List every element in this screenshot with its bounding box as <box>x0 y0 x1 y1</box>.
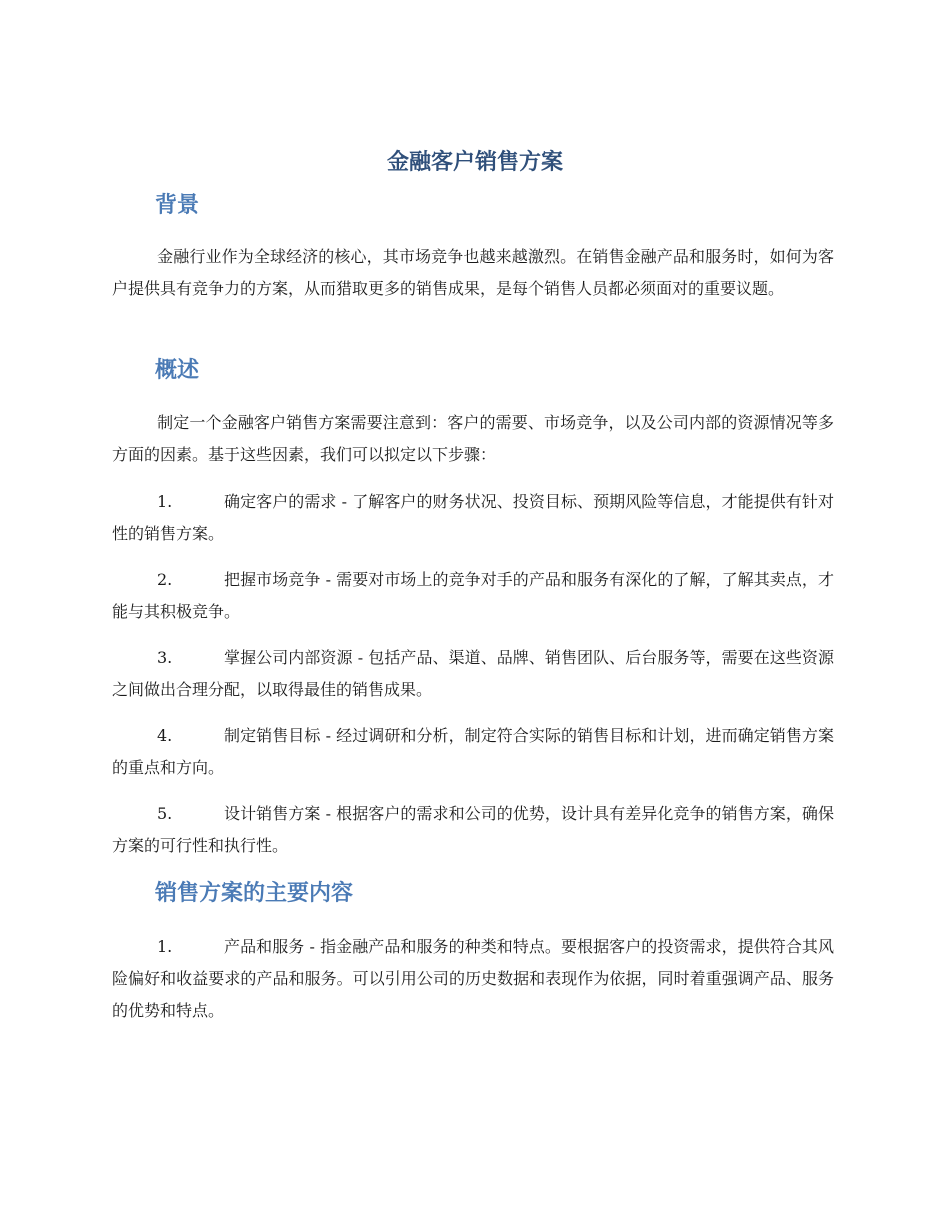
list-item-text: 掌握公司内部资源 - 包括产品、渠道、品牌、销售团队、后台服务等，需要在这些资源之间做出合理分配，以取得最佳的销售成果。 <box>112 648 834 699</box>
overview-paragraph <box>112 407 834 471</box>
list-item-text: 把握市场竞争 - 需要对市场上的竞争对手的产品和服务有深化的了解，了解其卖点，才能与其积极竞争。 <box>112 570 834 621</box>
list-item <box>112 642 834 706</box>
list-item-number: 1. <box>157 492 173 511</box>
list-item <box>112 798 834 862</box>
list-item <box>112 720 834 784</box>
background-text: 金融行业作为全球经济的核心，其市场竞争也越来越激烈。在销售金融产品和服务时，如何为客户提供具有竞争力的方案，从而猎取更多的销售成果，是每个销售人员都必须面对的重要议题。 <box>112 247 834 298</box>
heading-main-content: 销售方案的主要内容 <box>155 881 354 906</box>
list-item-number: 5. <box>157 804 173 823</box>
list-item-number: 4. <box>157 726 173 745</box>
background-paragraph <box>112 241 834 305</box>
list-item-text: 制定销售目标 - 经过调研和分析，制定符合实际的销售目标和计划，进而确定销售方案的重点和方向。 <box>112 726 834 777</box>
heading-overview: 概述 <box>155 358 200 383</box>
list-item-number: 3. <box>157 648 173 667</box>
document-title: 金融客户销售方案 <box>386 150 563 175</box>
list-item-number: 1. <box>157 937 173 956</box>
list-item <box>112 486 834 550</box>
list-item-text: 产品和服务 - 指金融产品和服务的种类和特点。要根据客户的投资需求，提供符合其风险偏好和收益要求的产品和服务。可以引用公司的历史数据和表现作为依据，同时着重强调产品、服务的优势和特点。 <box>112 937 834 1020</box>
list-item-text: 设计销售方案 - 根据客户的需求和公司的优势，设计具有差异化竞争的销售方案，确保方案的可行性和执行性。 <box>112 804 834 855</box>
overview-text: 制定一个金融客户销售方案需要注意到：客户的需要、市场竞争，以及公司内部的资源情况等多方面的因素。基于这些因素，我们可以拟定以下步骤： <box>112 413 834 464</box>
heading-background: 背景 <box>155 193 200 218</box>
list-item-text: 确定客户的需求 - 了解客户的财务状况、投资目标、预期风险等信息，才能提供有针对性的销售方案。 <box>112 492 834 543</box>
list-item <box>112 564 834 628</box>
list-item <box>112 931 834 1027</box>
list-item-number: 2. <box>157 570 173 589</box>
